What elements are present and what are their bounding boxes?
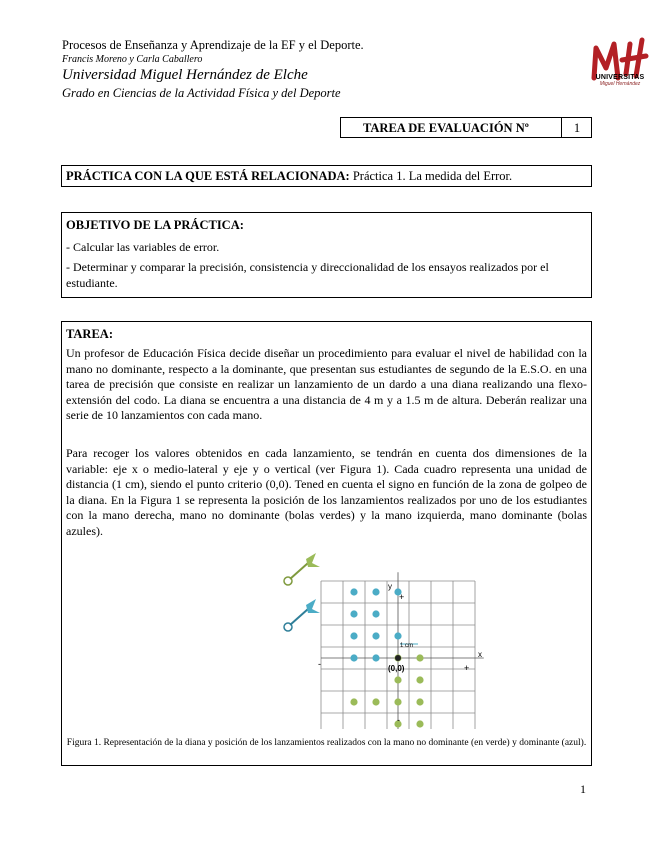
blue-throw-point [350,654,357,661]
green-throw-point [416,654,423,661]
target-figure [252,549,492,729]
green-throw-point [350,698,357,705]
task-title: TAREA: [66,327,113,341]
green-dart-icon [284,553,320,585]
practice-label: PRÁCTICA CON LA QUE ESTÁ RELACIONADA: [66,169,350,183]
objective-title: OBJETIVO DE LA PRÁCTICA: [66,218,244,232]
evaluation-number: 1 [573,121,581,135]
objective-box [61,212,592,298]
page-number: 1 [580,782,586,796]
green-throw-point [416,720,423,727]
degree-name: Grado en Ciencias de la Actividad Física y del Deporte [62,86,341,100]
task-paragraph: Un profesor de Educación Física decide diseñar un procedimiento para evaluar el nivel de habilidad con la mano no dominante, respecto a la dominante, que presentan sus estudiantes de segundo de la E.S.O. en una tarea de precisión que consiste en realizar un lanzamiento de un dardo a una diana realizando una flexo-extensión del codo. La diana se encuentra a una distancia de 4 m y a 1.5 m de altura. Deberán realizar una serie de 10 lanzamientos con cada mano. [66,346,587,423]
axis-x-minus: - [318,659,321,669]
authors: Francis Moreno y Carla Caballero [62,54,203,65]
axis-y-plus: + [399,592,405,602]
practice-value: Práctica 1. La medida del Error. [352,169,513,183]
task-paragraph: Para recoger los valores obtenidos en cada lanzamiento, se tendrán en cuenta dos dimensiones de la variable: eje x o medio-lateral y eje y o vertical (ver Figura 1). Cada cuadro representa una unidad de distancia (1 cm), siendo el punto criterio (0,0). Tened en cuenta el signo en función de la zona de golpeo de la diana. En la Figura 1 se representa la posición de los lanzamientos realizados por uno de los estudiantes con la mano derecha, mano no dominante (bolas verdes) y la mano izquierda, mano dominante (bolas azules). [66,446,587,538]
evaluation-label: TAREA DE EVALUACIÓN Nº [363,121,529,135]
logo-caption [588,74,652,87]
divider [561,118,562,137]
blue-throw-point [350,610,357,617]
logo-subtext: Miguel Hernández [599,81,641,87]
green-throw-point [416,698,423,705]
course-title: Procesos de Enseñanza y Aprendizaje de la EF y el Deporte. [62,38,364,52]
evaluation-box [340,117,592,138]
green-throw-point [394,698,401,705]
axis-y-minus: - [397,715,400,725]
blue-dart-icon [284,599,320,631]
blue-throw-point [372,610,379,617]
blue-throw-point [394,632,401,639]
blue-throw-point [372,588,379,595]
unit-label: 1 cm [400,643,414,649]
objective-item: - Calcular las variables de error. [66,240,220,254]
axis-x-label: x [478,650,482,659]
figure-caption: Figura 1. Representación de la diana y posición de los lanzamientos realizados con la mano no dominante (en verde) y dominante (azul). [66,738,587,748]
objective-item: - Determinar y comparar la precisión, consistencia y direccionalidad de los ensayos realizados por el estudiante. [66,260,549,290]
blue-throw-point [350,588,357,595]
green-throw-point [416,676,423,683]
blue-throw-point [372,632,379,639]
origin-label: (0,0) [388,664,405,673]
origin-point [395,655,401,661]
university-name: Universidad Miguel Hernández de Elche [62,67,308,83]
axis-x-plus: + [464,663,470,673]
logo-text: UNIVERSITAS [595,74,645,81]
task-box [61,321,592,766]
blue-throw-point [372,654,379,661]
green-throw-point [372,698,379,705]
axis-y-label: y [388,582,392,591]
blue-throw-point [350,632,357,639]
practice-box [61,165,592,187]
green-throw-point [394,676,401,683]
